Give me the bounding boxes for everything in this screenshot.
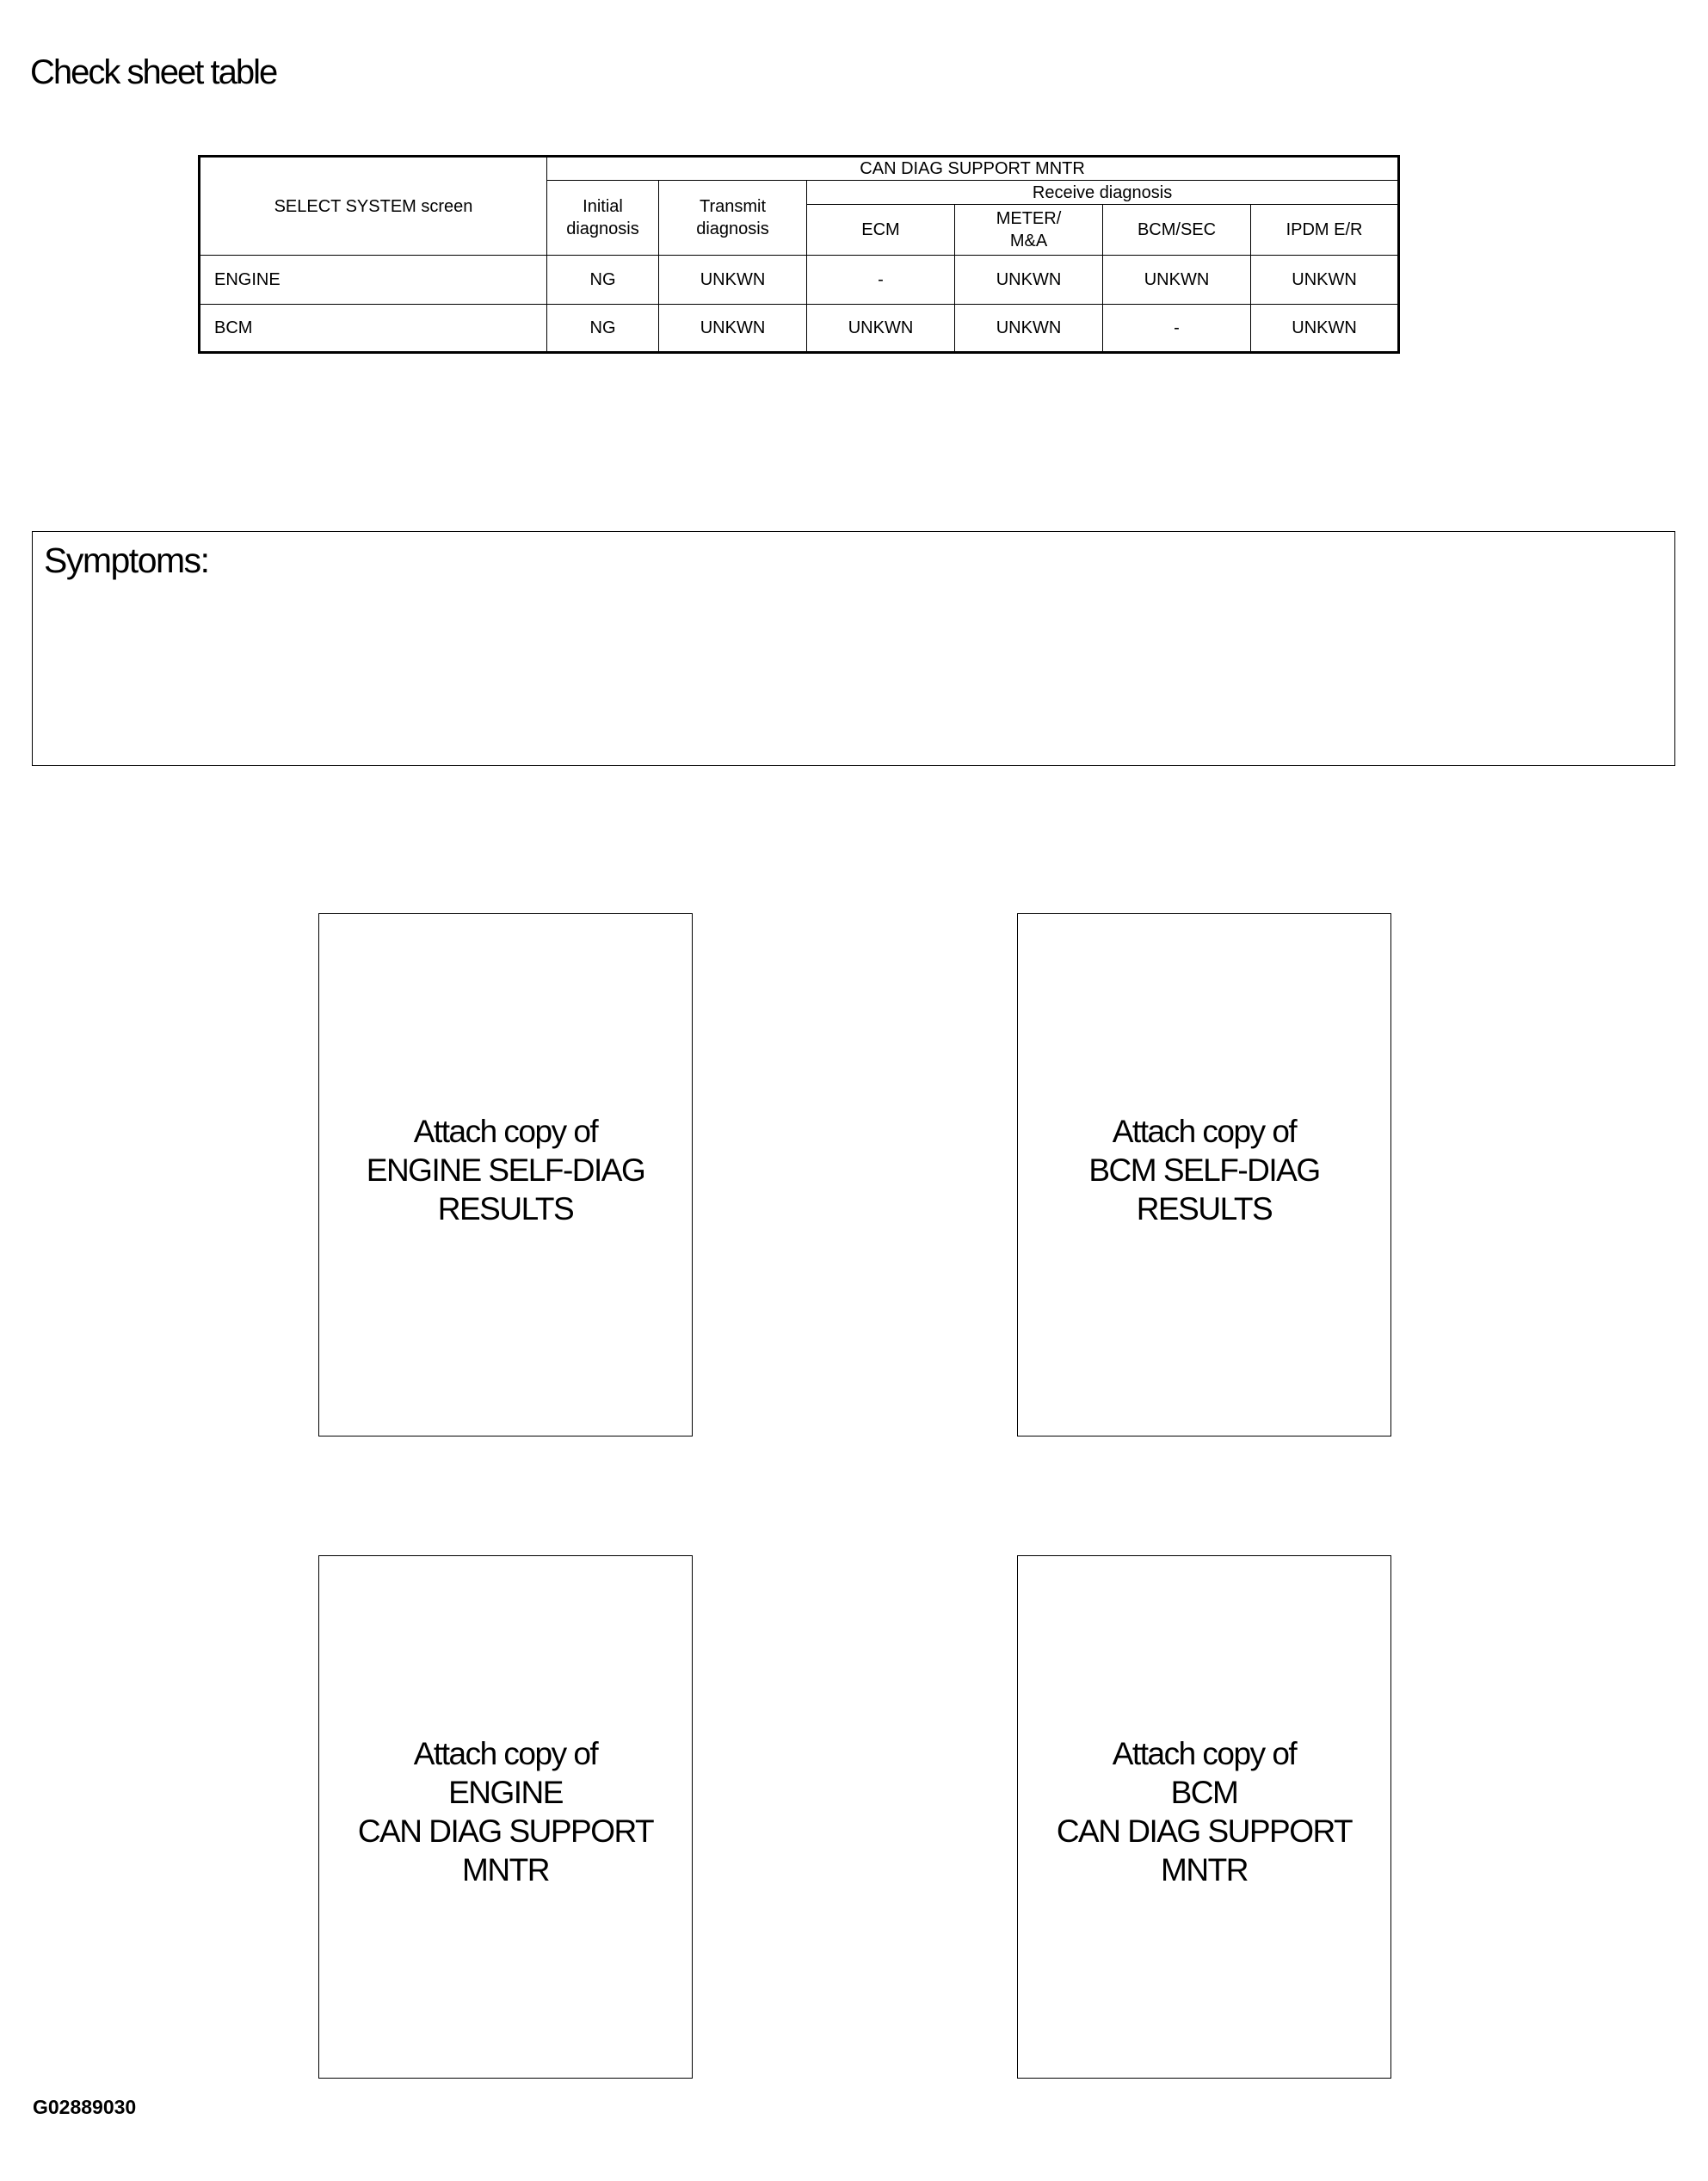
row-initial: NG [547, 305, 659, 353]
attach-box-text: Attach copy of BCM SELF-DIAG RESULTS [1088, 1113, 1320, 1226]
row-ipdm: UNKWN [1251, 256, 1399, 305]
row-ecm: UNKWN [807, 305, 955, 353]
receive-diagnosis-header: Receive diagnosis [807, 181, 1399, 205]
attach-bcm-self-diag-box [1017, 913, 1391, 1436]
attach-engine-self-diag-box [318, 913, 693, 1436]
attach-engine-can-diag-box [318, 1555, 693, 2079]
can-diag-header: CAN DIAG SUPPORT MNTR [547, 157, 1399, 181]
row-bcm-sec: UNKWN [1103, 256, 1251, 305]
row-ipdm: UNKWN [1251, 305, 1399, 353]
check-sheet-table [198, 155, 1400, 354]
row-ecm: - [807, 256, 955, 305]
row-system: ENGINE [200, 256, 547, 305]
symptoms-box [32, 531, 1675, 766]
row-initial: NG [547, 256, 659, 305]
attach-bcm-can-diag-box [1017, 1555, 1391, 2079]
row-transmit: UNKWN [659, 256, 807, 305]
receive-col-ipdm: IPDM E/R [1251, 205, 1399, 256]
receive-col-ecm: ECM [807, 205, 955, 256]
receive-col-meter: METER/ M&A [955, 205, 1103, 256]
row-system: BCM [200, 305, 547, 353]
row-bcm-sec: - [1103, 305, 1251, 353]
table-row [200, 305, 1399, 353]
row-transmit: UNKWN [659, 305, 807, 353]
receive-col-bcm-sec: BCM/SEC [1103, 205, 1251, 256]
table-row [200, 256, 1399, 305]
initial-diagnosis-header: Initial diagnosis [547, 181, 659, 256]
select-system-header: SELECT SYSTEM screen [200, 157, 547, 256]
figure-code: G02889030 [33, 2096, 137, 2118]
attach-box-text: Attach copy of ENGINE CAN DIAG SUPPORT MNTR [357, 1736, 654, 1888]
attach-box-text: Attach copy of BCM CAN DIAG SUPPORT MNTR [1056, 1736, 1353, 1888]
row-meter: UNKWN [955, 256, 1103, 305]
transmit-diagnosis-header: Transmit diagnosis [659, 181, 807, 256]
page-title: Check sheet table [30, 53, 277, 91]
attach-box-text: Attach copy of ENGINE SELF-DIAG RESULTS [366, 1113, 645, 1226]
symptoms-label: Symptoms: [44, 541, 209, 580]
row-meter: UNKWN [955, 305, 1103, 353]
